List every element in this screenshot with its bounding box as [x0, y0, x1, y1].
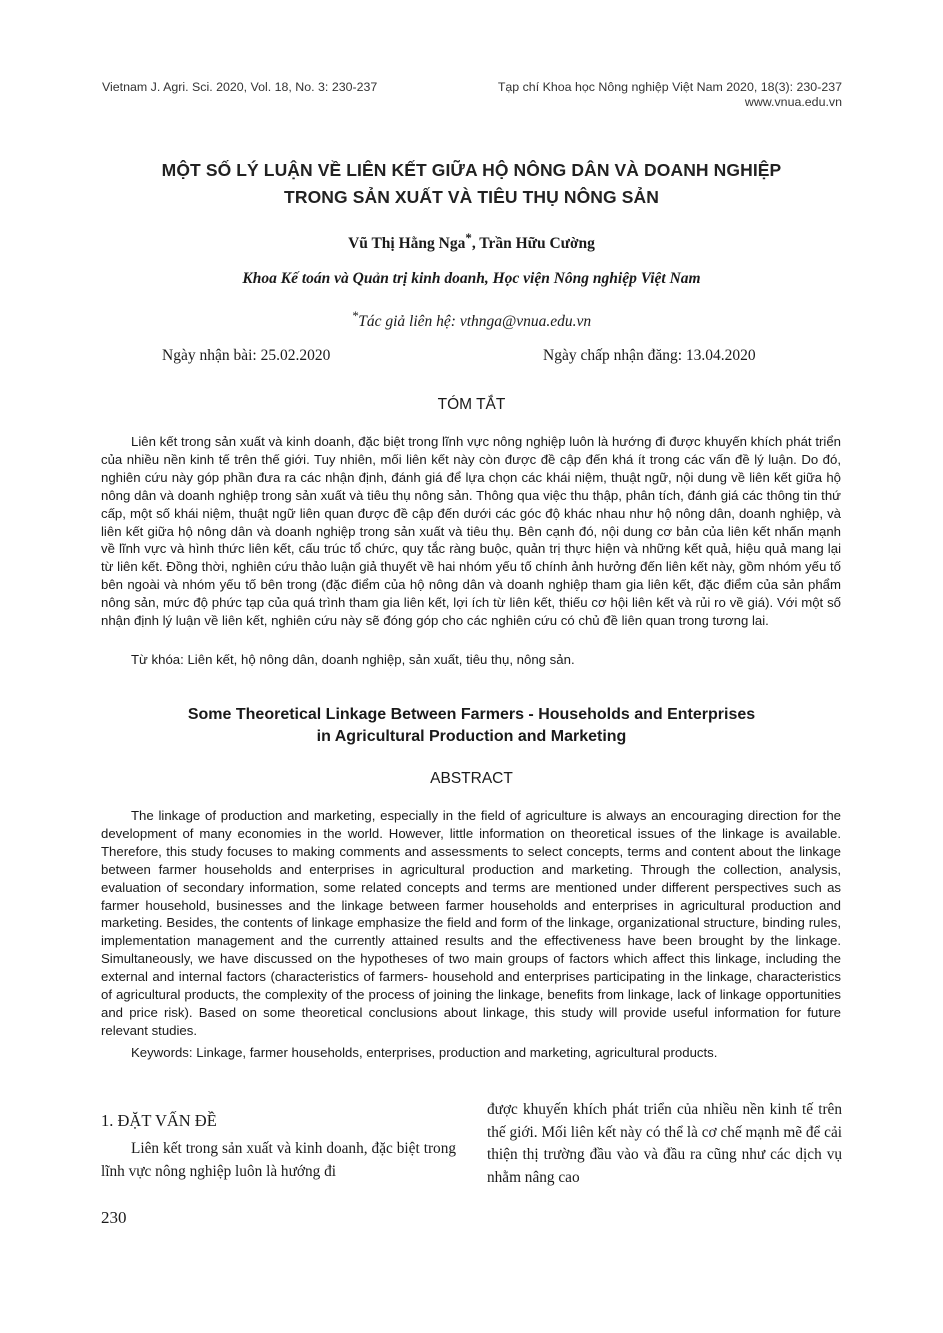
article-title-vn-line2: TRONG SẢN XUẤT VÀ TIÊU THỤ NÔNG SẢN — [284, 187, 659, 207]
article-title-vn — [60, 157, 883, 211]
received-date: Ngày nhận bài: 25.02.2020 — [162, 347, 331, 364]
author-list — [0, 230, 943, 253]
article-title-en-line2: in Agricultural Production and Marketing — [316, 728, 627, 745]
article-title-vn-line1: MỘT SỐ LÝ LUẬN VỀ LIÊN KẾT GIỮA HỘ NÔNG DÂN VÀ DOANH NGHIỆP — [161, 160, 782, 180]
author-affiliation: Khoa Kế toán và Quản trị kinh doanh, Học viện Nông nghiệp Việt Nam — [242, 270, 701, 287]
accepted-date: Ngày chấp nhận đăng: 13.04.2020 — [543, 347, 756, 364]
section-body-left-column: Liên kết trong sản xuất và kinh doanh, đặc biệt trong lĩnh vực nông nghiệp luôn là hướng đi — [101, 1140, 456, 1180]
corresponding-author-mark: * — [351, 308, 359, 323]
journal-website-link[interactable]: www.vnua.edu.vn — [744, 95, 842, 109]
journal-citation-vn — [498, 80, 842, 110]
article-title-en-line1: Some Theoretical Linkage Between Farmers - Households and Enterprises — [187, 706, 756, 723]
author-name: Vũ Thị Hằng Nga — [348, 235, 466, 253]
summary-heading-vn: TÓM TẮT — [437, 396, 506, 413]
contact-email: Tác giả liên hệ: vthnga@vnua.edu.vn — [358, 313, 592, 331]
abstract-heading-en: ABSTRACT — [430, 770, 513, 787]
section-body-right-column: được khuyến khích phát triển của nhiều nền kinh tế trên thế giới. Mối liên kết này có thể là cơ chế mạnh mẽ để cải thiện thị trường đầu vào và đầu ra cũng như các dịch vụ nhằm nâng cao — [487, 1101, 842, 1186]
page-number: 230 — [101, 1208, 127, 1227]
corresponding-author-mark: * — [465, 230, 472, 245]
article-title-en — [60, 704, 883, 748]
author-separator: , — [471, 235, 480, 253]
keywords-en: Keywords: Linkage, farmer households, enterprises, production and marketing, agricultural products. — [131, 1045, 718, 1060]
journal-citation-vn-line: Tạp chí Khoa học Nông nghiệp Việt Nam 2020, 18(3): 230-237 — [497, 80, 842, 94]
keywords-vn: Từ khóa: Liên kết, hộ nông dân, doanh nghiệp, sản xuất, tiêu thụ, nông sản. — [131, 652, 575, 667]
summary-body-vn: Liên kết trong sản xuất và kinh doanh, đặc biệt trong lĩnh vực nông nghiệp luôn là hướng đi được khuyến khích phát triển của nhiều nền kinh tế trên thế giới. Tuy nhiên, mối liên kết này còn được đề cập đến khá ít trong các vấn đề lý luận. Do đó, nghiên cứu này góp phần đưa ra các nhận định, đánh giá để lựa chọn các khái niệm, thuật ngữ, nội dung về liên kết giữa hộ nông dân và doanh nghiệp trong sản xuất và tiêu thụ nông sản. Thông qua việc thu thập, phân tích, đánh giá các thông tin thứ cấp, một số khái niệm, thuật ngữ liên quan được đề cập đến dưới các góc độ khác nhau như hộ nông dân, doanh nghiệp, và liên kết giữa hộ nông dân và doanh nghiệp trong sản xuất và tiêu thụ. Bên cạnh đó, nội dung cơ bản của liên kết nhấn mạnh về lĩnh vực và hình thức liên kết, cấu trúc tổ chức, quy tắc ràng buộc, quản trị thực hiện và những kết quả, hiệu quả mang lại từ liên kết. Đồng thời, nghiên cứu thảo luận giả thuyết về hai nhóm yếu tố chính ảnh hưởng đến liên kết này, gồm nhóm yếu tố bên ngoài và nhóm yếu tố bên trong (đặc điểm của hộ nông dân và doanh nghiệp tham gia liên kết, đặc điểm của sản phẩm nông sản, mức độ phức tạp của quá trình tham gia liên kết, lợi ích từ liên kết, thiếu cơ hội liên kết và rủi ro về giá). Với một số nhận định lý luận về liên kết, nghiên cứu này sẽ đóng góp cho các nghiên cứu có chủ đề liên quan trong tương lai. — [101, 434, 841, 629]
corresponding-contact — [0, 308, 943, 331]
abstract-body-en: The linkage of production and marketing, especially in the field of agriculture is always an encouraging direction for the development of many economies in the world. However, little information on theoretical issues of the linkage is available. Therefore, this study focuses to making comments and assessments to select concepts, terms and content about the linkage between farmer households and enterprises in agricultural production and marketing. Through the collection, analysis, evaluation of secondary information, some related concepts and terms are mentioned under different perspectives such as farmer household, businesses and the linkage between farmer households and enterprises in agricultural production and marketing. Besides, the contents of linkage emphasize the field and form of the linkage, organizational structure, binding rules, implementation management and the currently attained results and the effectiveness have been brought by the linkage. Simultaneously, we have discussed on the hypotheses of two main groups of factors which affect this linkage, including the external and internal factors (characteristics of farmers- household and enterprises participating in the linkage, characteristics of agricultural products, the complexity of the process of joining the linkage, benefits from linkage, lack of linkage opportunities and price risk). Based on some theoretical conclusions about linkage, this study will provide useful information for future relevant studies. — [101, 808, 841, 1038]
author-name: Trần Hữu Cường — [479, 235, 595, 253]
journal-citation-en: Vietnam J. Agri. Sci. 2020, Vol. 18, No. 3: 230-237 — [102, 80, 378, 94]
section-heading: 1. ĐẶT VẤN ĐỀ — [101, 1111, 217, 1130]
